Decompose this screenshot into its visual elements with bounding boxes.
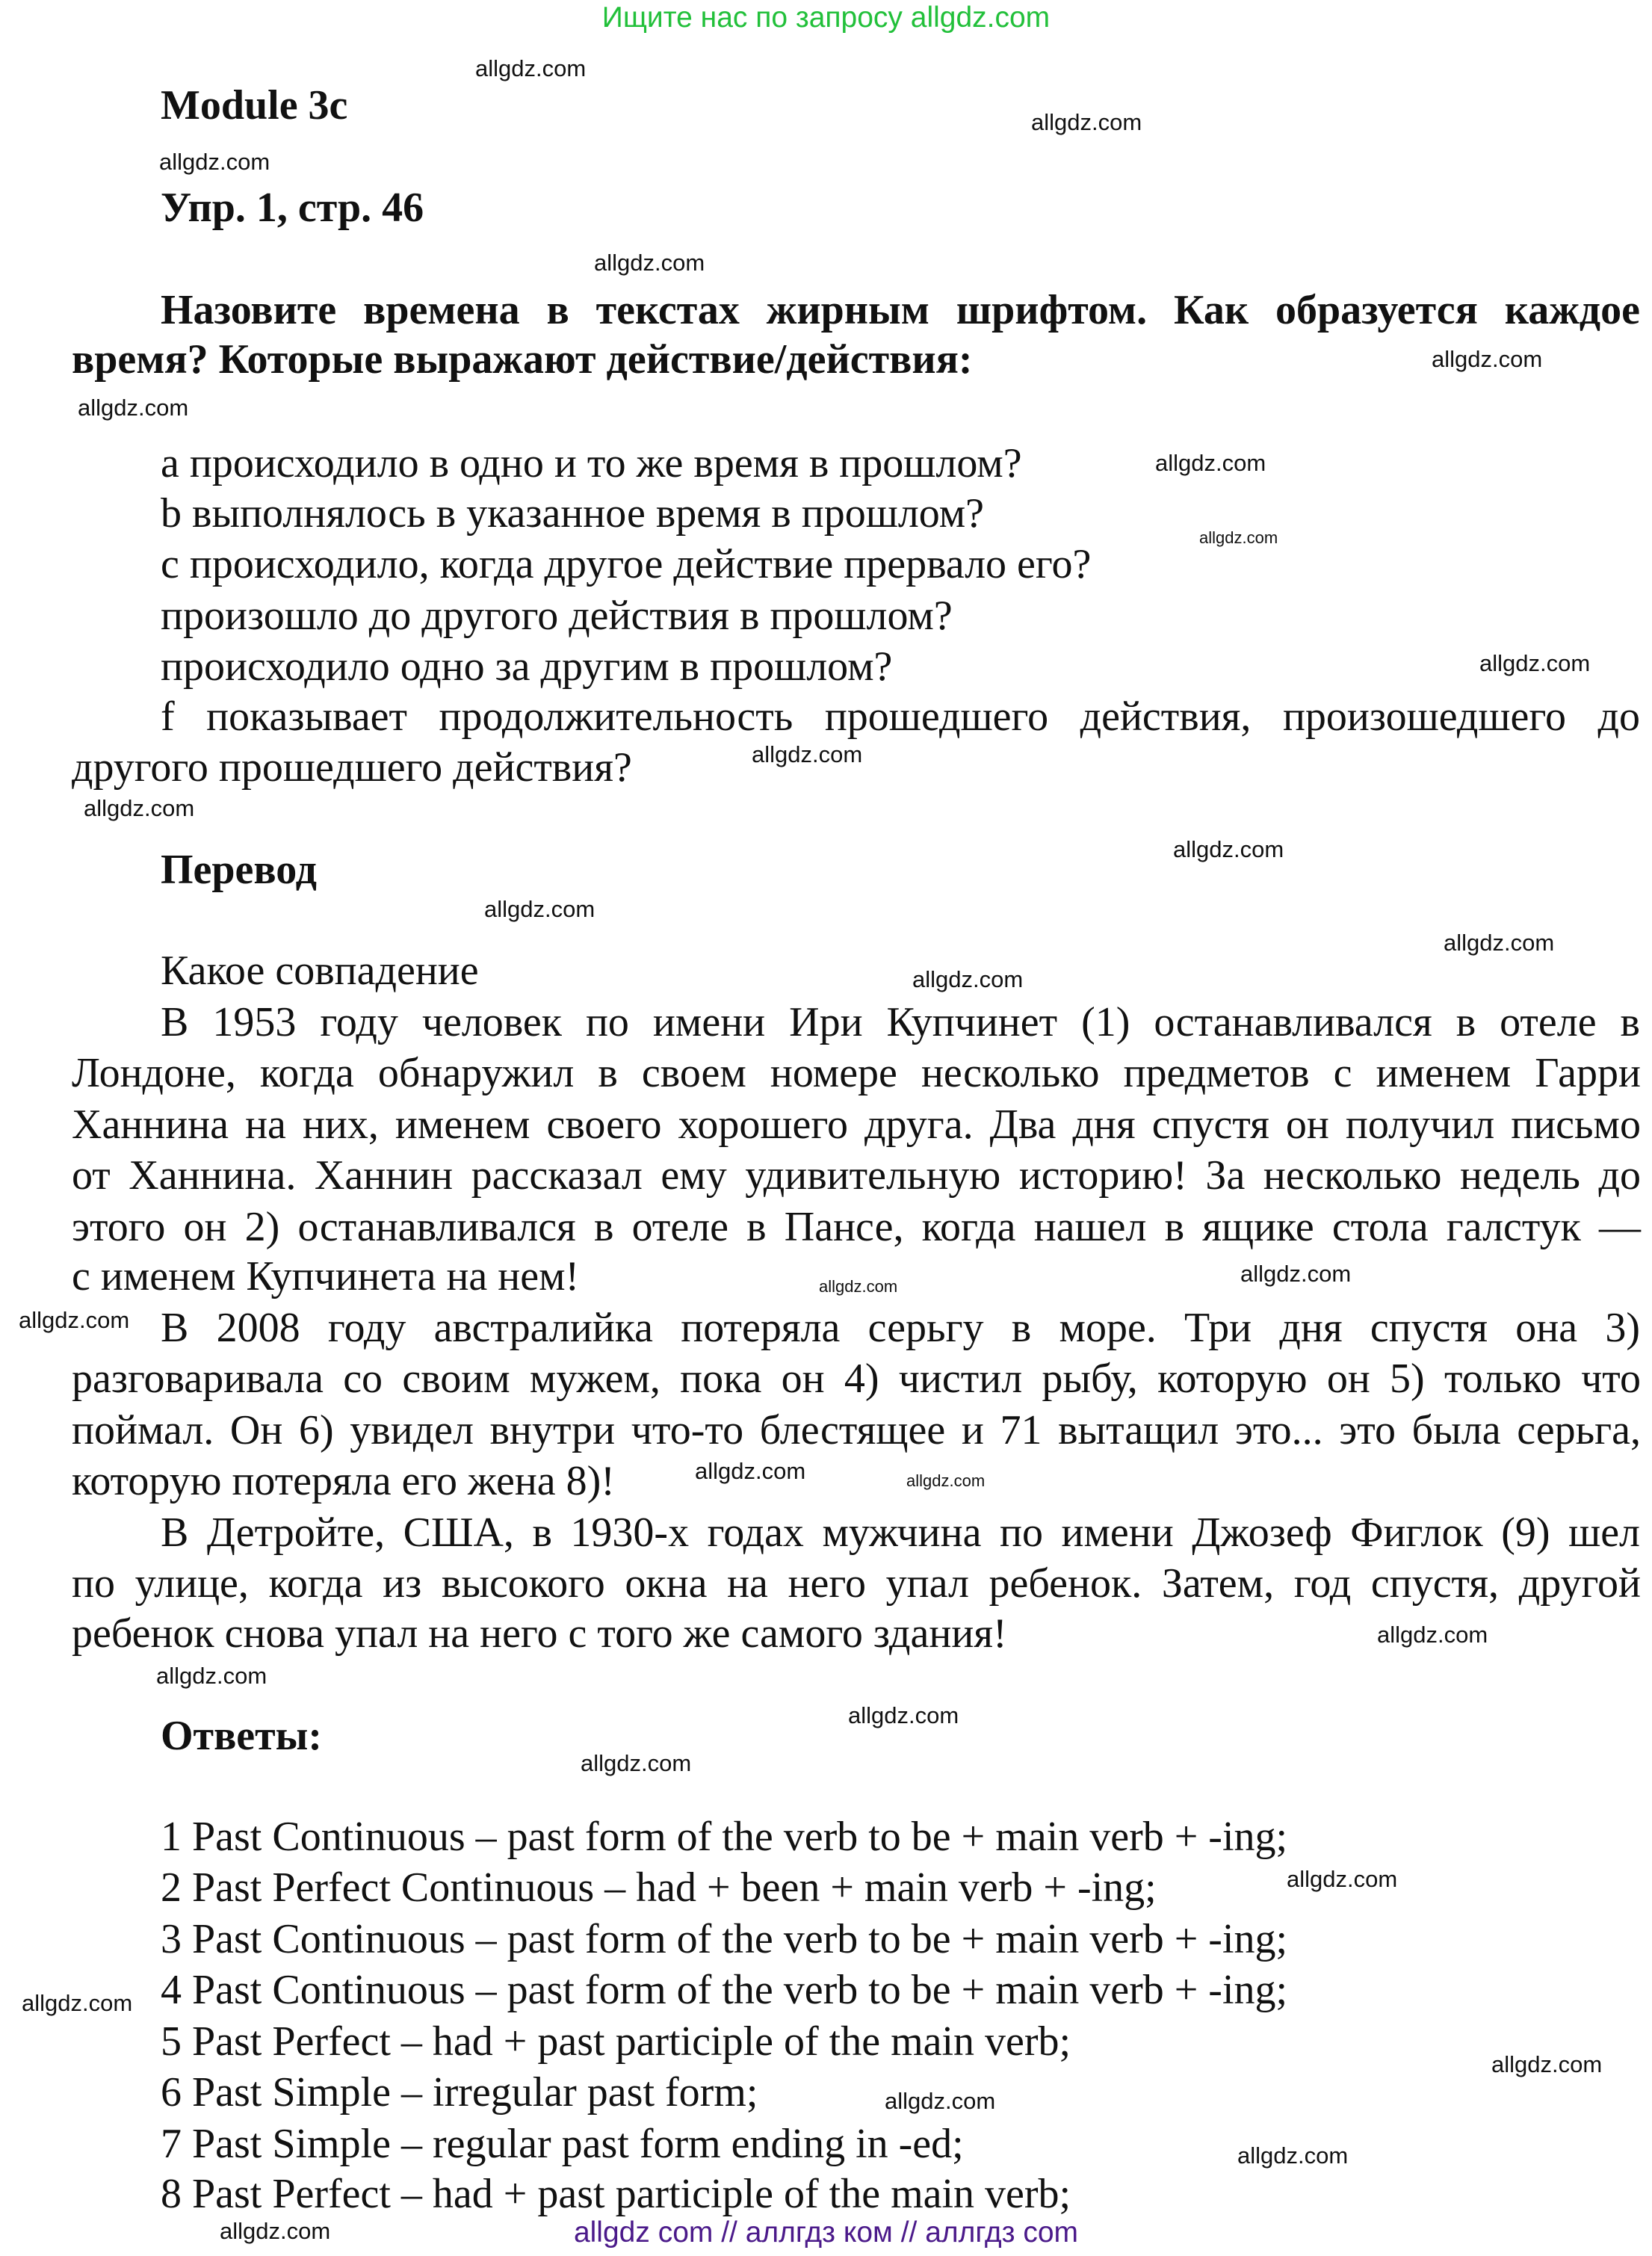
question-b: b выполнялось в указанное время в прошлом? <box>161 490 985 537</box>
answer-item: 6 Past Simple – irregular past form; <box>161 2069 758 2116</box>
question-e: происходило одно за другим в прошлом? <box>161 643 893 690</box>
watermark-text: allgdz.com <box>1444 930 1555 956</box>
question-d: произошло до другого действия в прошлом? <box>161 593 953 639</box>
translation-heading: Перевод <box>161 847 317 893</box>
paragraph-line: от Ханнина. Ханнин рассказал ему удивительную историю! За несколько недель до <box>72 1152 1641 1199</box>
watermark-text: allgdz.com <box>1031 109 1142 135</box>
question-f: другого прошедшего действия? <box>72 744 632 791</box>
paragraph-line: поймал. Он 6) увидел внутри что-то блестящее и 71 вытащил это... это была серьга, <box>72 1407 1641 1453</box>
watermark-text: allgdz.com <box>78 395 189 421</box>
task-heading: время? Которые выражают действие/действия: <box>72 336 973 383</box>
answer-item: 5 Past Perfect – had + past participle of the main verb; <box>161 2018 1071 2065</box>
watermark-text: allgdz.com <box>906 1471 986 1490</box>
watermark-text: allgdz.com <box>156 1663 267 1689</box>
module-title: Module 3c <box>161 82 348 129</box>
question-f: f показывает продолжительность прошедшего действия, произошедшего до <box>161 693 1640 740</box>
watermark-text: allgdz.com <box>159 149 270 175</box>
exercise-title: Упр. 1, стр. 46 <box>161 185 424 231</box>
watermark-text: allgdz.com <box>1173 836 1284 862</box>
paragraph-line: по улице, когда из высокого окна на него упал ребенок. Затем, год спустя, другой <box>72 1560 1641 1607</box>
answer-item: 8 Past Perfect – had + past participle of the main verb; <box>161 2171 1071 2217</box>
watermark-text: allgdz.com <box>1155 450 1266 476</box>
watermark-text: allgdz.com <box>581 1750 692 1776</box>
paragraph-line: В 1953 году человек по имени Ири Купчинет (1) останавливался в отеле в <box>161 999 1640 1045</box>
paragraph-line: В Детройте, США, в 1930-х годах мужчина по имени Джозеф Фиглок (9) шел <box>161 1509 1640 1556</box>
answer-item: 2 Past Perfect Continuous – had + been + main verb + -ing; <box>161 1864 1157 1911</box>
question-a: a происходило в одно и то же время в прошлом? <box>161 440 1022 486</box>
answer-item: 3 Past Continuous – past form of the verb to be + main verb + -ing; <box>161 1916 1288 1962</box>
header-banner: Ищите нас по запросу allgdz.com <box>601 1 1051 34</box>
watermark-text: allgdz.com <box>819 1277 898 1296</box>
answer-item: 7 Past Simple – regular past form ending in -ed; <box>161 2121 964 2167</box>
paragraph-line: которую потеряла его жена 8)! <box>72 1458 615 1504</box>
watermark-text: allgdz.com <box>84 795 195 821</box>
answer-item: 4 Past Continuous – past form of the verb to be + main verb + -ing; <box>161 1967 1288 2013</box>
watermark-text: allgdz.com <box>752 741 863 767</box>
paragraph-line: разговаривала со своим мужем, пока он 4) чистил рыбу, которую он 5) только что <box>72 1356 1641 1402</box>
watermark-text: allgdz.com <box>594 250 705 276</box>
watermark-text: allgdz.com <box>19 1307 130 1333</box>
watermark-text: allgdz.com <box>695 1458 806 1484</box>
paragraph-line: ребенок снова упал на него с того же самого здания! <box>72 1610 1007 1657</box>
watermark-text: allgdz.com <box>220 2218 331 2244</box>
question-c: c происходило, когда другое действие прервало его? <box>161 541 1092 587</box>
task-heading: Назовите времена в текстах жирным шрифтом. Как образуется каждое <box>161 287 1640 333</box>
answers-heading: Ответы: <box>161 1713 323 1759</box>
watermark-text: allgdz.com <box>1237 2142 1349 2169</box>
watermark-text: allgdz.com <box>1377 1622 1488 1648</box>
paragraph-line: Ханнина на них, именем своего хорошего друга. Два дня спустя он получил письмо <box>72 1101 1641 1148</box>
paragraph-line: с именем Купчинета на нем! <box>72 1253 580 1299</box>
watermark-text: allgdz.com <box>1491 2051 1603 2077</box>
story-title: Какое совпадение <box>161 948 479 994</box>
watermark-text: allgdz.com <box>1432 346 1543 372</box>
watermark-text: allgdz.com <box>1199 528 1278 547</box>
paragraph-line: этого он 2) останавливался в отеле в Пансе, когда нашел в ящике стола галстук — <box>72 1204 1641 1250</box>
watermark-text: allgdz.com <box>848 1702 959 1728</box>
watermark-text: allgdz.com <box>475 55 587 81</box>
watermark-text: allgdz.com <box>22 1990 133 2016</box>
watermark-text: allgdz.com <box>885 2088 996 2114</box>
watermark-text: allgdz.com <box>1240 1261 1352 1287</box>
footer-banner: allgdz com // аллгдз ком // аллгдз com <box>573 2216 1079 2249</box>
watermark-text: allgdz.com <box>484 896 595 922</box>
paragraph-line: В 2008 году австралийка потеряла серьгу в море. Три дня спустя она 3) <box>161 1305 1640 1351</box>
answer-item: 1 Past Continuous – past form of the verb to be + main verb + -ing; <box>161 1814 1288 1860</box>
watermark-text: allgdz.com <box>1287 1866 1398 1892</box>
paragraph-line: Лондоне, когда обнаружил в своем номере несколько предметов с именем Гарри <box>72 1050 1641 1096</box>
watermark-text: allgdz.com <box>912 966 1024 992</box>
watermark-text: allgdz.com <box>1479 650 1591 676</box>
